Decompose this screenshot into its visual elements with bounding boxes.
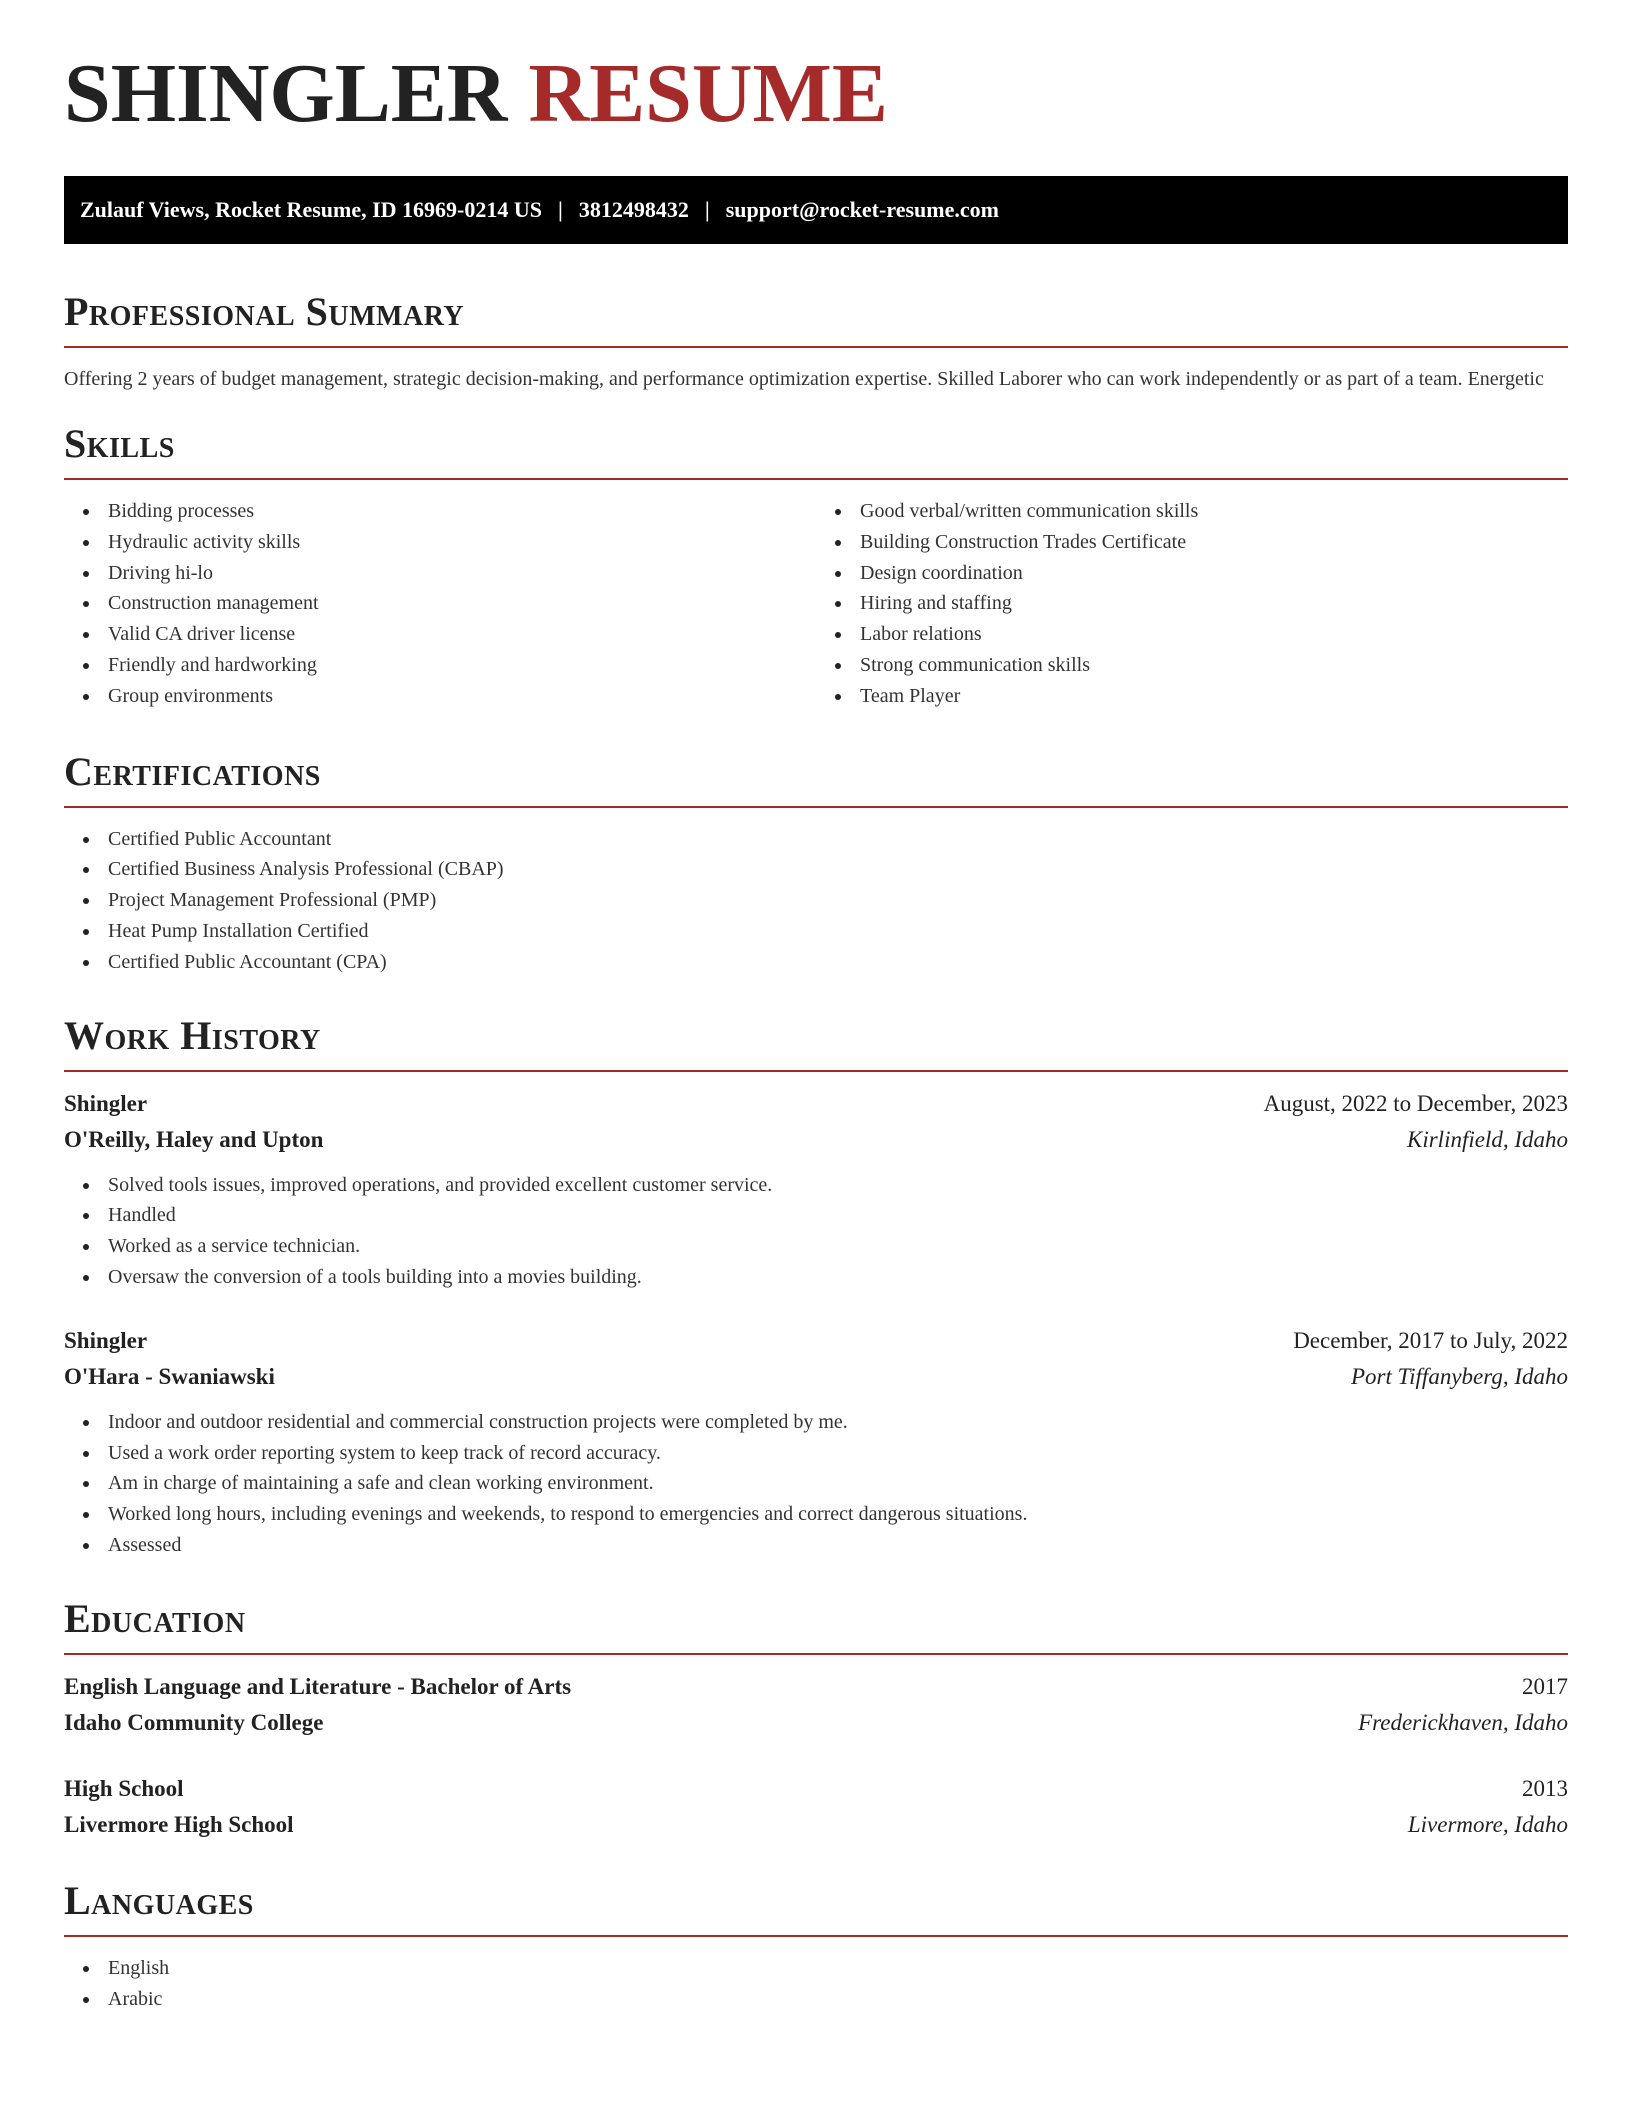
work-heading: Work History <box>64 1016 1568 1072</box>
certification-item: Heat Pump Installation Certified <box>64 916 1568 947</box>
contact-separator: | <box>558 197 563 222</box>
skill-item: Driving hi-lo <box>64 558 816 589</box>
job-company-row <box>64 1122 1568 1158</box>
certifications-list <box>64 824 1568 978</box>
resume-title-name: SHINGLER <box>64 47 508 140</box>
summary-section <box>64 289 1568 394</box>
job-entry <box>64 1323 1568 1561</box>
job-bullet: Solved tools issues, improved operations, and provided excellent customer service. <box>64 1170 1568 1201</box>
education-year: 2013 <box>1522 1775 1568 1801</box>
languages-section <box>64 1877 1568 2015</box>
skill-item: Construction management <box>64 588 816 619</box>
skill-item: Labor relations <box>816 619 1568 650</box>
education-school-row <box>64 1705 1568 1741</box>
skills-list-right <box>816 496 1568 712</box>
education-school: Idaho Community College <box>64 1709 324 1735</box>
job-company: O'Hara - Swaniawski <box>64 1363 275 1389</box>
job-position: Shingler <box>64 1090 148 1116</box>
contact-bar <box>64 176 1568 244</box>
summary-heading: Professional Summary <box>64 292 1568 348</box>
education-location: Frederickhaven, Idaho <box>1358 1709 1568 1735</box>
job-dates: December, 2017 to July, 2022 <box>1293 1327 1568 1353</box>
skill-item: Building Construction Trades Certificate <box>816 527 1568 558</box>
certification-item: Certified Business Analysis Professional (CBAP) <box>64 854 1568 885</box>
education-school: Livermore High School <box>64 1811 294 1837</box>
certification-item: Certified Public Accountant (CPA) <box>64 947 1568 978</box>
education-location: Livermore, Idaho <box>1407 1811 1568 1837</box>
job-bullet: Assessed <box>64 1530 1568 1561</box>
skill-item: Hiring and staffing <box>816 588 1568 619</box>
job-bullets <box>64 1170 1568 1293</box>
languages-list <box>64 1953 1568 2015</box>
certification-item: Certified Public Accountant <box>64 824 1568 855</box>
skill-item: Design coordination <box>816 558 1568 589</box>
skills-column-left <box>64 496 816 712</box>
contact-address: Zulauf Views, Rocket Resume, ID 16969-0214 US <box>80 197 542 222</box>
contact-phone: 3812498432 <box>578 197 689 222</box>
education-entry <box>64 1771 1568 1843</box>
skill-item: Hydraulic activity skills <box>64 527 816 558</box>
education-degree: High School <box>64 1775 184 1801</box>
job-dates: August, 2022 to December, 2023 <box>1263 1090 1568 1116</box>
skills-section <box>64 421 1568 712</box>
job-bullet: Used a work order reporting system to keep track of record accuracy. <box>64 1438 1568 1469</box>
job-bullets <box>64 1407 1568 1561</box>
education-school-row <box>64 1807 1568 1843</box>
certifications-section <box>64 748 1568 978</box>
job-header-row <box>64 1323 1568 1359</box>
language-item: English <box>64 1953 1568 1984</box>
skills-list-left <box>64 496 816 712</box>
contact-separator: | <box>704 197 710 222</box>
education-year: 2017 <box>1522 1673 1568 1699</box>
summary-text: Offering 2 years of budget management, strategic decision-making, and performance optimization expertise. Skilled Laborer who can work independently or as part of a team. Energetic <box>64 368 1544 390</box>
skill-item: Good verbal/written communication skills <box>816 496 1568 527</box>
job-location: Kirlinfield, Idaho <box>1407 1126 1568 1152</box>
skill-item: Team Player <box>816 681 1568 712</box>
job-company-row <box>64 1359 1568 1395</box>
languages-heading: Languages <box>64 1881 1568 1937</box>
education-section <box>64 1595 1568 1843</box>
skill-item: Friendly and hardworking <box>64 650 816 681</box>
skills-grid <box>64 496 1568 712</box>
certification-item: Project Management Professional (PMP) <box>64 885 1568 916</box>
job-bullet: Am in charge of maintaining a safe and clean working environment. <box>64 1468 1568 1499</box>
education-degree-row <box>64 1669 1568 1705</box>
skills-column-right <box>816 496 1568 712</box>
job-entry <box>64 1086 1568 1293</box>
skill-item: Valid CA driver license <box>64 619 816 650</box>
job-bullet: Indoor and outdoor residential and commercial construction projects were completed by me. <box>64 1407 1568 1438</box>
skills-heading: Skills <box>64 424 1568 480</box>
education-degree: English Language and Literature - Bachelor of Arts <box>64 1673 572 1699</box>
resume-title-word: RESUME <box>528 47 888 140</box>
job-bullet: Handled <box>64 1200 1568 1231</box>
job-position: Shingler <box>64 1327 148 1353</box>
certifications-heading: Certifications <box>64 752 1568 808</box>
resume-title <box>64 0 1568 140</box>
job-bullet: Worked as a service technician. <box>64 1231 1568 1262</box>
skill-item: Strong communication skills <box>816 650 1568 681</box>
education-heading: Education <box>64 1599 1568 1655</box>
education-degree-row <box>64 1771 1568 1807</box>
contact-email: support@rocket-resume.com <box>725 197 999 222</box>
skill-item: Group environments <box>64 681 816 712</box>
job-company: O'Reilly, Haley and Upton <box>64 1126 324 1152</box>
skill-item: Bidding processes <box>64 496 816 527</box>
job-bullet: Worked long hours, including evenings and weekends, to respond to emergencies and correct dangerous situations. <box>64 1499 1568 1530</box>
job-header-row <box>64 1086 1568 1122</box>
job-bullet: Oversaw the conversion of a tools building into a movies building. <box>64 1262 1568 1293</box>
language-item: Arabic <box>64 1984 1568 2015</box>
job-location: Port Tiffanyberg, Idaho <box>1350 1363 1568 1389</box>
education-entry <box>64 1669 1568 1741</box>
work-section <box>64 1012 1568 1561</box>
